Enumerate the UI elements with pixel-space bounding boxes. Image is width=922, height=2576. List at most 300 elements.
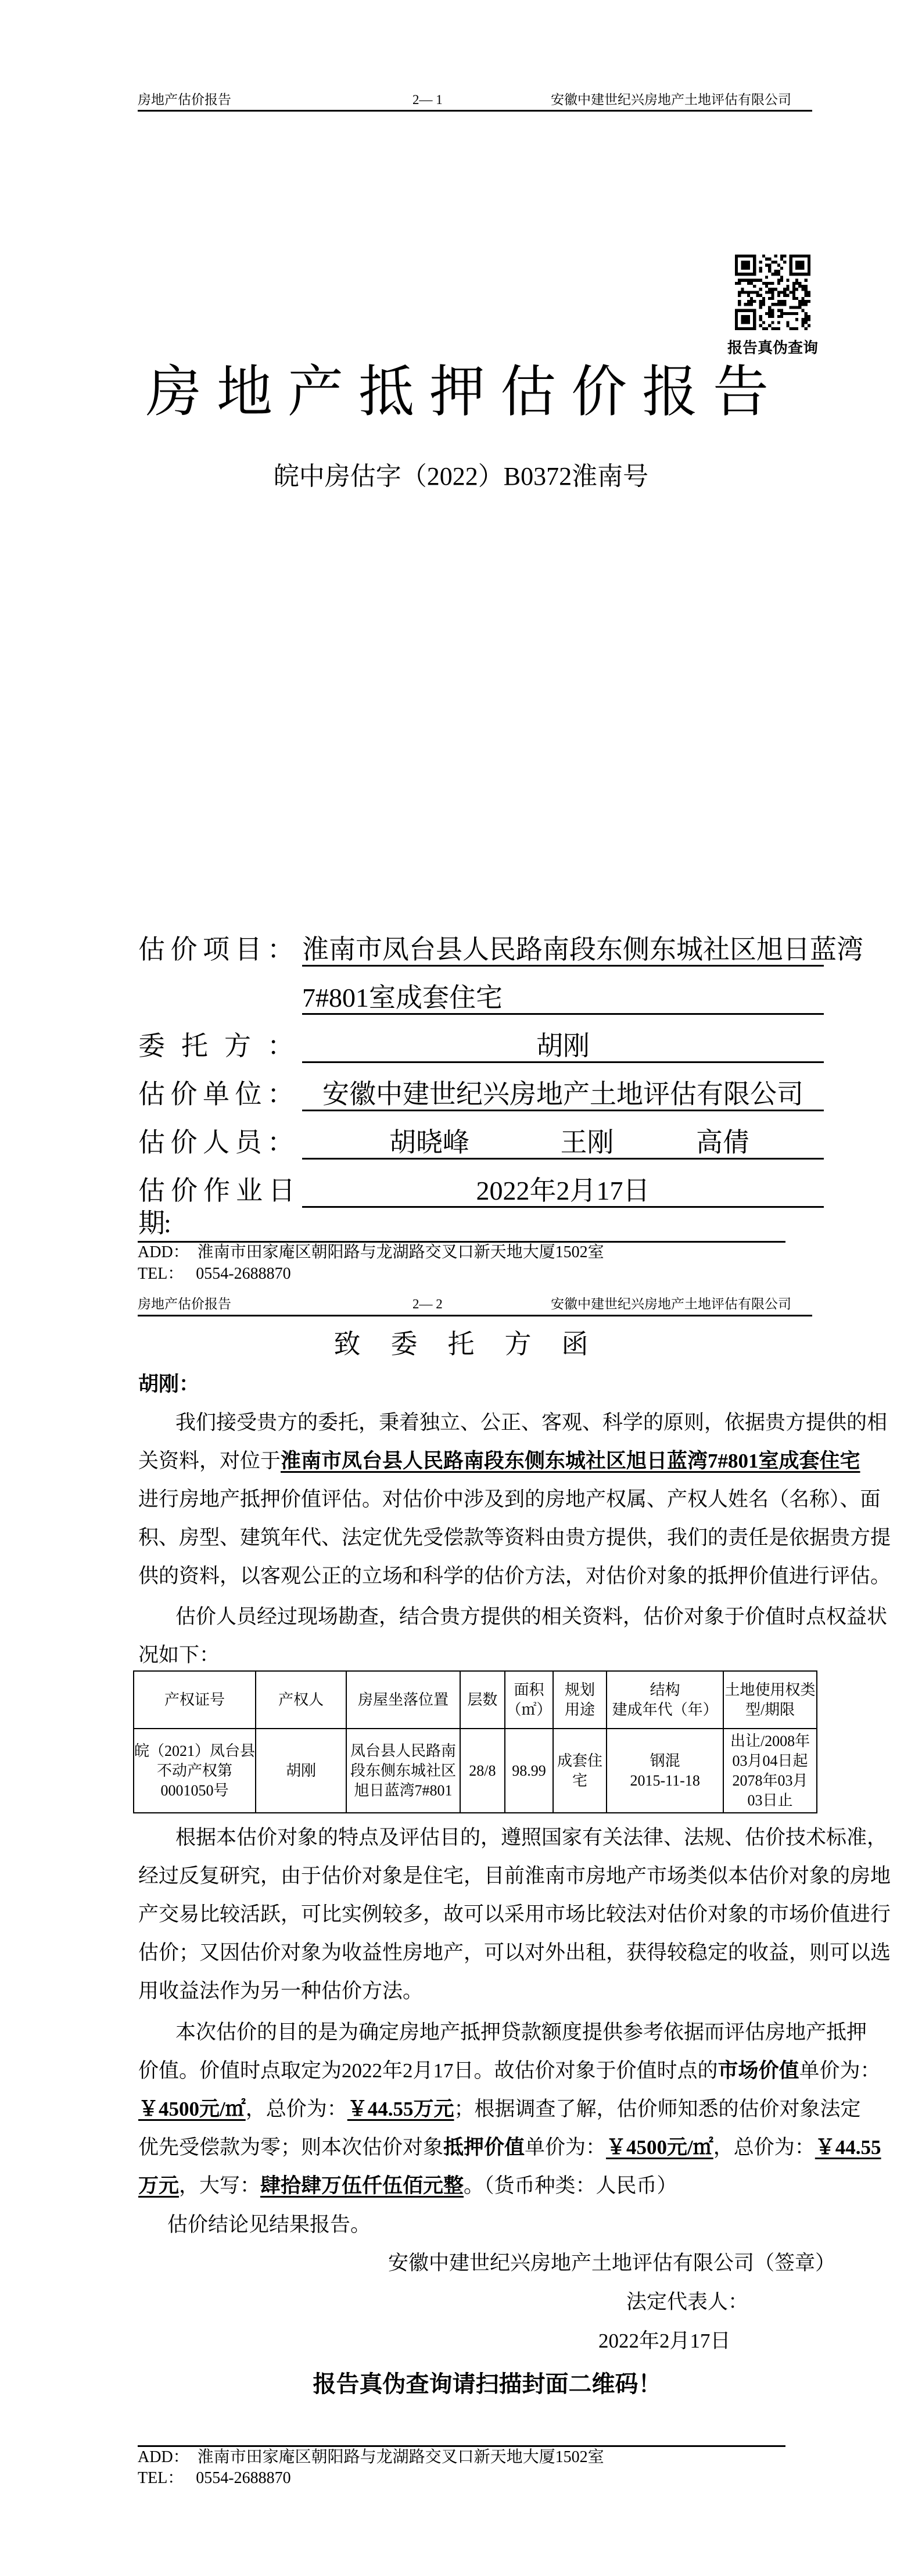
qr-module [798, 306, 801, 309]
qr-module [792, 285, 795, 288]
paragraph-intro [138, 1404, 891, 1595]
qr-module [744, 315, 747, 318]
qr-module [777, 279, 780, 282]
cell-text: 不动产权第 [157, 1762, 233, 1779]
qr-module [753, 285, 756, 288]
text-segment: 根据本估价对象的特点及评估目的，遵照国家有关法律、法规、估价技术标准， [175, 1826, 888, 1849]
qr-module [735, 260, 738, 263]
qr-module [780, 312, 783, 315]
table-cell [505, 1729, 553, 1813]
qr-module [759, 270, 762, 273]
qr-module [762, 282, 765, 285]
footer-address: ADD： 淮南市田家庵区朝阳路与龙湖路交叉口新天地大厦1502室 [138, 2448, 604, 2466]
cell-text: 规划 [565, 1681, 595, 1698]
text-segment: 关资料，对位于 [138, 1450, 281, 1472]
qr-module [744, 291, 747, 294]
qr-module [795, 312, 798, 315]
qr-module [780, 309, 783, 312]
qr-module [805, 291, 808, 294]
qr-module [790, 260, 792, 263]
qr-module [805, 288, 808, 291]
qr-module [801, 297, 804, 300]
qr-module [738, 303, 741, 306]
qr-module [753, 318, 756, 321]
field-value: 胡刚 [302, 1030, 824, 1063]
qr-module [747, 291, 750, 294]
emphasis-text: 市场价值 [717, 2059, 799, 2082]
qr-module [756, 279, 759, 282]
qr-module [759, 300, 762, 303]
qr-module [790, 264, 792, 267]
cell-text: 凤台县人民路南 [350, 1742, 456, 1759]
qr-module [759, 315, 762, 318]
qr-module [768, 297, 771, 300]
qr-module [786, 324, 789, 327]
cell-text: 房屋坐落位置 [357, 1691, 449, 1708]
qr-module [798, 273, 801, 276]
qr-module [808, 257, 810, 260]
text-segment: 我们接受贵方的委托，秉着独立、公正、客观、科学的原则，依据贵方提供的相 [175, 1411, 888, 1434]
page-header [138, 93, 812, 107]
cell-text: 层数 [467, 1691, 498, 1708]
qr-module [753, 291, 756, 294]
qr-module [750, 273, 753, 276]
qr-module [771, 312, 774, 315]
qr-module [790, 291, 792, 294]
qr-module [741, 315, 744, 318]
qr-module [735, 264, 738, 267]
qr-module [801, 260, 804, 263]
qr-module [774, 303, 777, 306]
qr-module [792, 255, 795, 257]
qr-module [765, 285, 768, 288]
qr-module [765, 327, 768, 330]
qr-module [801, 288, 804, 291]
paragraph-method [138, 1819, 891, 2010]
qr-module [771, 315, 774, 318]
property-table [133, 1670, 817, 1813]
cell-text: 2015-11-18 [630, 1772, 700, 1789]
qr-module [790, 327, 792, 330]
table-cell [607, 1729, 723, 1813]
qr-module [768, 267, 771, 270]
qr-module [753, 267, 756, 270]
qr-module [780, 257, 783, 260]
qr-module [738, 279, 741, 282]
text-segment: 本次估价的目的是为确定房地产抵押贷款额度提供参考依据而评估房地产抵押 [175, 2021, 867, 2044]
paragraph-value [138, 2013, 881, 2205]
table-header-cell [346, 1671, 460, 1729]
footer-phone: TEL： 0554-2688870 [138, 2469, 291, 2487]
qr-module [808, 324, 810, 327]
qr-module [777, 270, 780, 273]
qr-module [750, 282, 753, 285]
qr-module [741, 291, 744, 294]
qr-module [771, 303, 774, 306]
qr-module [777, 294, 780, 297]
qr-module [795, 288, 798, 291]
qr-module [735, 255, 738, 257]
field-value: 淮南市凤台县人民路南段东侧东城社区旭日蓝湾 [302, 933, 824, 967]
field-project [138, 933, 863, 966]
legal-representative: 法定代表人： [626, 2291, 749, 2313]
text-line [138, 2090, 861, 2128]
qr-module [735, 273, 738, 276]
qr-module [747, 327, 750, 330]
qr-module [805, 300, 808, 303]
qr-module [774, 270, 777, 273]
qr-module [771, 282, 774, 285]
qr-module [808, 270, 810, 273]
field-label: 估价作业日期: [138, 1176, 294, 1238]
qr-module [792, 282, 795, 285]
emphasis-text: ￥44.55 [815, 2136, 881, 2159]
qr-module [786, 285, 789, 288]
qr-module [738, 309, 741, 312]
qr-module [747, 309, 750, 312]
cell-text: （㎡） [506, 1701, 552, 1718]
qr-module [744, 264, 747, 267]
cell-text: 产权证号 [164, 1691, 225, 1708]
qr-module [747, 264, 750, 267]
qr-module [747, 300, 750, 303]
text-line [138, 2013, 867, 2052]
qr-module [759, 303, 762, 306]
qr-module [783, 255, 786, 257]
text-line [138, 1857, 891, 1895]
qr-module [741, 327, 744, 330]
qr-module [777, 264, 780, 267]
cell-text: 面积 [514, 1681, 544, 1698]
page-header [138, 1297, 812, 1311]
qr-module [780, 303, 783, 306]
qr-module [783, 288, 786, 291]
text-segment: 进行房地产抵押价值评估。对估价中涉及到的房地产权属、产权人姓名（名称）、面 [138, 1488, 881, 1511]
qr-module [777, 303, 780, 306]
text-line [138, 1557, 891, 1595]
qr-module [738, 255, 741, 257]
qr-module [801, 267, 804, 270]
text-segment: ，总价为： [245, 2098, 347, 2120]
qr-code-icon[interactable] [735, 254, 810, 331]
qr-module [756, 291, 759, 294]
text-segment: 经过反复研究，由于估价对象是住宅，目前淮南市房地产市场类似本估价对象的房地 [138, 1865, 891, 1887]
header-divider [138, 1315, 812, 1316]
qr-module [735, 315, 738, 318]
qr-module [753, 255, 756, 257]
qr-module [780, 255, 783, 257]
text-segment: ，总价为： [713, 2136, 815, 2159]
qr-module [801, 321, 804, 324]
paragraph-status [138, 1598, 888, 1675]
qr-module [753, 270, 756, 273]
qr-module [795, 264, 798, 267]
qr-module [795, 273, 798, 276]
qr-module [798, 264, 801, 267]
qr-module [759, 294, 762, 297]
qr-module [777, 282, 780, 285]
qr-module [747, 318, 750, 321]
qr-module [805, 273, 808, 276]
qr-module [805, 285, 808, 288]
text-segment: 用收益法作为另一种估价方法。 [138, 1980, 424, 2002]
qr-module [774, 273, 777, 276]
qr-module [744, 303, 747, 306]
qr-module [795, 306, 798, 309]
header-company: 安徽中建世纪兴房地产土地评估有限公司 [551, 92, 791, 107]
letter-title: 致委托方函 [333, 1329, 619, 1359]
text-segment: 产交易比较活跃，可比实例较多，故可以采用市场比较法对估价对象的市场价值进行 [138, 1903, 891, 1926]
header-report-type: 房地产估价报告 [138, 1297, 231, 1311]
qr-module [744, 273, 747, 276]
qr-module [765, 276, 768, 278]
qr-module [762, 303, 765, 306]
cell-text: 出让/2008年 [730, 1732, 810, 1749]
cell-text: 98.99 [512, 1762, 546, 1779]
qr-module [750, 327, 753, 330]
qr-module [756, 294, 759, 297]
qr-module [753, 312, 756, 315]
qr-module [744, 318, 747, 321]
qr-module [741, 321, 744, 324]
text-line [138, 1598, 888, 1636]
qr-module [780, 276, 783, 278]
qr-module [744, 321, 747, 324]
qr-module [741, 318, 744, 321]
qr-module [805, 312, 808, 315]
qr-module [805, 315, 808, 318]
qr-module [759, 279, 762, 282]
qr-module [798, 260, 801, 263]
qr-module [795, 282, 798, 285]
footer-divider [138, 2445, 785, 2447]
qr-module [780, 300, 783, 303]
qr-module [741, 309, 744, 312]
qr-module [798, 285, 801, 288]
header-company: 安徽中建世纪兴房地产土地评估有限公司 [551, 1297, 791, 1311]
qr-module [786, 279, 789, 282]
qr-module [750, 303, 753, 306]
header-divider [138, 110, 812, 112]
text-line [138, 1519, 891, 1557]
text-line [138, 1442, 860, 1480]
qr-module [777, 327, 780, 330]
qr-module [808, 267, 810, 270]
qr-module [808, 294, 810, 297]
qr-module [805, 321, 808, 324]
qr-module [747, 315, 750, 318]
qr-module [738, 294, 741, 297]
emphasis-text: 抵押价值 [443, 2136, 525, 2159]
qr-module [783, 300, 786, 303]
appraiser-name: 胡晓峰 [389, 1128, 469, 1157]
qr-module [771, 260, 774, 263]
qr-module [783, 303, 786, 306]
table-row [134, 1729, 817, 1813]
qr-module [795, 327, 798, 330]
qr-module [738, 291, 741, 294]
qr-module [777, 309, 780, 312]
qr-module [759, 267, 762, 270]
qr-module [762, 300, 765, 303]
table-header-cell [505, 1671, 553, 1729]
qr-module [759, 324, 762, 327]
emphasis-text: 万元 [138, 2174, 180, 2197]
qr-module [786, 321, 789, 324]
emphasis-text: 肆拾肆万伍仟伍佰元整 [260, 2174, 464, 2197]
qr-module [801, 318, 804, 321]
qr-module [771, 297, 774, 300]
table-header-row [134, 1671, 817, 1729]
qr-module [805, 327, 808, 330]
qr-module [805, 294, 808, 297]
qr-module [741, 279, 744, 282]
qr-module [786, 294, 789, 297]
qr-module [753, 279, 756, 282]
field-value [302, 1126, 824, 1160]
qr-module [735, 282, 738, 285]
qr-module [808, 300, 810, 303]
cell-text: 胡刚 [286, 1762, 317, 1779]
cell-text: 段东侧东城社区 [350, 1762, 456, 1779]
qr-module [738, 300, 741, 303]
qr-module [768, 291, 771, 294]
qr-module [790, 312, 792, 315]
qr-module [792, 312, 795, 315]
text-segment: 估价人员经过现场勘查，结合贵方提供的相关资料，估价对象于价值时点权益状 [175, 1605, 888, 1628]
qr-module [792, 288, 795, 291]
report-number: 皖中房估字（2022）B0372淮南号 [273, 462, 649, 491]
qr-module [768, 312, 771, 315]
qr-module [795, 297, 798, 300]
qr-module [792, 306, 795, 309]
table-header-cell [607, 1671, 723, 1729]
signature-date: 2022年2月17日 [598, 2330, 731, 2352]
field-project-cont [138, 982, 824, 1014]
qr-module [762, 297, 765, 300]
qr-module [753, 300, 756, 303]
qr-module [735, 312, 738, 315]
cell-text: 型/期限 [745, 1701, 795, 1718]
qr-module [750, 279, 753, 282]
qr-module [808, 260, 810, 263]
qr-module [768, 306, 771, 309]
qr-module [735, 267, 738, 270]
qr-module [795, 267, 798, 270]
field-label: 委托方： [138, 1031, 294, 1061]
qr-module [768, 257, 771, 260]
appraiser-name: 王刚 [560, 1128, 614, 1157]
cell-text: 03月04日起 [732, 1752, 808, 1769]
qr-module [762, 255, 765, 257]
qr-module [738, 273, 741, 276]
qr-module [798, 300, 801, 303]
qr-module [747, 260, 750, 263]
qr-module [774, 288, 777, 291]
cell-text: 旭日蓝湾7#801 [354, 1781, 453, 1799]
qr-module [808, 291, 810, 294]
emphasis-text: ￥44.55万元 [347, 2098, 454, 2120]
text-line [138, 1819, 888, 1857]
cell-text: 钢混 [650, 1752, 680, 1769]
qr-module [801, 309, 804, 312]
qr-module [759, 260, 762, 263]
footer-address: ADD： 淮南市田家庵区朝阳路与龙湖路交叉口新天地大厦1502室 [138, 1243, 604, 1261]
qr-module [801, 285, 804, 288]
qr-module [790, 273, 792, 276]
field-date [138, 1175, 824, 1238]
qr-module [747, 255, 750, 257]
qr-module [783, 260, 786, 263]
emphasis-text: 淮南市凤台县人民路南段东侧东城社区旭日蓝湾7#801室成套住宅 [281, 1450, 860, 1472]
cell-text: 土地使用权类 [724, 1681, 816, 1698]
qr-module [744, 255, 747, 257]
cell-text: 皖（2021）凤台县 [134, 1742, 256, 1759]
report-title: 房地产抵押估价报告 [146, 361, 784, 423]
qr-module [792, 297, 795, 300]
qr-module [735, 309, 738, 312]
salutation: 胡刚： [138, 1373, 200, 1396]
qr-module [805, 255, 808, 257]
qr-module [777, 291, 780, 294]
qr-module [771, 294, 774, 297]
qr-module [790, 306, 792, 309]
table-header-cell [553, 1671, 607, 1729]
qr-module [774, 327, 777, 330]
table-cell [346, 1729, 460, 1813]
qr-module [786, 288, 789, 291]
qr-module [759, 288, 762, 291]
cell-text: 成套住 [557, 1752, 603, 1769]
cell-text: 0001050号 [160, 1781, 229, 1799]
qr-module [783, 294, 786, 297]
qr-module [783, 312, 786, 315]
qr-module [741, 255, 744, 257]
table-header-cell [723, 1671, 817, 1729]
qr-module [735, 321, 738, 324]
table-header-cell [134, 1671, 256, 1729]
qr-module [792, 327, 795, 330]
qr-module [768, 324, 771, 327]
qr-module [741, 264, 744, 267]
header-page-number: 2— 2 [412, 1297, 443, 1311]
field-appraiser-org [138, 1078, 824, 1111]
text-segment: 估价；又因估价对象为收益性房地产，可以对外出租，获得较稳定的收益，则可以选 [138, 1941, 891, 1964]
cell-text: 28/8 [469, 1762, 496, 1779]
qr-module [792, 291, 795, 294]
qr-module [777, 315, 780, 318]
qr-module [747, 273, 750, 276]
qr-module [741, 273, 744, 276]
qr-module [750, 291, 753, 294]
table-cell [723, 1729, 817, 1813]
qr-module [753, 260, 756, 263]
header-page-number: 2— 1 [412, 92, 443, 107]
text-line [138, 2167, 811, 2205]
table-header-cell [460, 1671, 505, 1729]
qr-module [735, 257, 738, 260]
table-cell [256, 1729, 346, 1813]
qr-module [750, 300, 753, 303]
text-segment: 单价为： [525, 2136, 607, 2159]
text-segment: 供的资料，以客观公正的立场和科学的估价方法，对估价对象的抵押价值进行评估。 [138, 1565, 891, 1587]
text-line [138, 2052, 881, 2090]
qr-module [786, 312, 789, 315]
text-segment: 。（货币种类：人民币） [464, 2174, 677, 2197]
text-line [138, 1480, 881, 1519]
qr-module [744, 279, 747, 282]
qr-module [753, 264, 756, 267]
